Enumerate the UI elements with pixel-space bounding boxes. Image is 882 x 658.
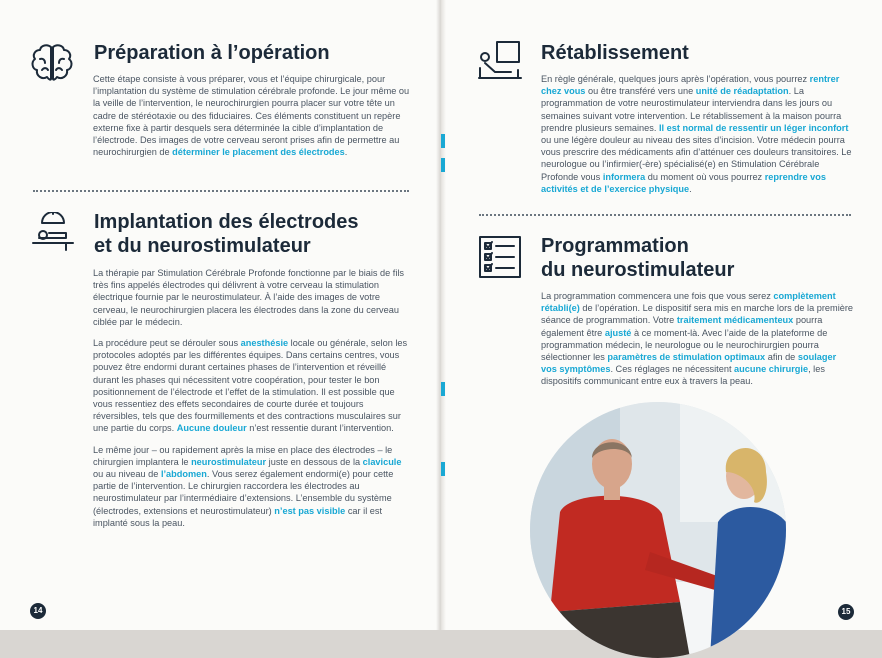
implantation-text [93,267,411,538]
programming-text [541,290,853,397]
highlighted-text: anesthésie [240,338,289,349]
brain-icon [30,43,74,83]
section-divider [479,214,851,216]
book-spine [436,0,446,630]
spine-marker [441,134,445,148]
paragraph [541,73,853,195]
operating-table-icon [30,212,76,252]
paragraph-text: . Ces réglages ne nécessitent [610,364,735,375]
photo-illustration [530,402,786,658]
highlighted-text: soulager vos symptômes [541,352,837,375]
highlighted-text: Il est normal de ressentir un léger inconfort [658,122,849,133]
highlighted-text: paramètres de stimulation optimaux [607,352,766,363]
highlighted-text: n’est pas visible [274,505,346,516]
highlighted-text: rentrer chez vous [541,74,840,97]
paragraph-text: afin de [765,352,798,363]
paragraph [93,73,411,158]
paragraph-text: de l’opération. Le dispositif sera mis en marche lors de la première séance de programmation. Votre [541,303,854,326]
highlighted-text: aucune chirurgie [734,364,809,375]
highlighted-text: unité de réadaptation [695,86,789,97]
spine-marker [441,158,445,172]
spine-marker [441,382,445,396]
highlighted-text: traitement médicamenteux [676,315,794,326]
paragraph [541,290,853,388]
paragraph-text: ou être transféré vers une [585,86,696,97]
checklist-icon [479,236,521,278]
section-title-implantation [94,210,359,258]
title-line-1: Programmation [541,235,689,257]
paragraph-text: . Vous serez également endormi(e) pour cette partie de l’intervention. Le chirurgien raccordera les électrodes au neurostimulateur par l’intermédiaire d’extensions. L’ensemble du système (électrodes, extensions et neurostimulateur) [93,469,394,516]
title-line-2: et du neurostimulateur [94,235,311,257]
paragraph-text: La procédure peut se dérouler sous [93,338,241,349]
paragraph [93,444,411,529]
paragraph [93,337,411,435]
section-title-preparation: Préparation à l’opération [94,42,330,64]
spine-marker [441,462,445,476]
paragraph [93,267,411,328]
paragraph-text: du moment où vous pourrez [645,171,765,182]
paragraph-text: La thérapie par Stimulation Cérébrale Profonde fonctionne par le biais de fils très fins appelés électrodes qui délivrent à votre cerveau la stimulation électrique fournie par le neurostimulateur. À l’aide des images de votre cerveau, le neurochirurgien placera les électrodes dans la zone du cerveau ciblée par le médecin. [93,268,405,327]
recovery-bed-icon [477,40,523,84]
paragraph-text: n’est ressentie durant l’intervention. [246,423,394,434]
highlighted-text: Aucune douleur [176,423,247,434]
doctor-patient-photo [530,402,786,658]
paragraph-text: En règle générale, quelques jours après l’opération, vous pourrez [541,74,810,84]
highlighted-text: ajusté [604,327,632,338]
paragraph-text: Le même jour – ou rapidement après la mise en place des électrodes – le chirurgien implantera le [93,444,393,467]
recovery-text [541,73,853,204]
highlighted-text: déterminer le placement des électrodes [172,147,345,158]
paragraph-text: . La programmation de votre neurostimulateur interviendra dans les jours ou semaines suivant votre intervention. Le rétablissement à la maison pourra prendre plusieurs semaines. [541,86,842,133]
highlighted-text: l’abdomen [160,469,207,480]
paragraph-text: . [344,147,348,158]
section-title-recovery: Rétablissement [541,42,689,64]
paragraph-text: . [689,183,692,194]
section-divider [33,190,409,192]
highlighted-text: informera [602,171,646,182]
paragraph-text: juste en dessous de la [266,456,363,467]
paragraph-text: La programmation commencera une fois que vous serez [541,291,774,301]
highlighted-text: reprendre vos activités et de l’exercice physique [541,171,826,194]
paragraph-text: locale ou générale, selon les protocoles adoptés par les différentes équipes. Dans certains centres, vous pouvez être endormi durant certaines phases de l’intervention et réveillé durant les phases qui nécessitent votre coopération, pour tester le bon positionnement de l’électrode et l’effet de la stimulation. Il est possible que vous ressentiez des effets secondaires de courte durée et toujours réversibles, tels que des fourmillements et des contractions musculaires sur une partie du corps. [93,338,408,434]
highlighted-text: clavicule [362,456,402,467]
left-page [0,0,441,630]
title-line-2: du neurostimulateur [541,259,735,281]
paragraph-text: , les dispositifs communicant entre eux à travers la peau. [541,364,825,387]
paragraph-text: Cette étape consiste à vous préparer, vous et l’équipe chirurgicale, pour l’implantation du système de stimulation cérébrale profonde. Le jour même ou la veille de l’intervention, le neurochirurgien pourra placer sur votre tête un cadre de stéréotaxie ou des fiduciaires. Ces éléments constituent un repère externe fixe à partir desquels sera déterminée la cible d’implantation de l’électrode. Des images de votre cerveau seront prises afin de permettre au neurochirurgien de [93,74,410,158]
preparation-text [93,73,411,167]
paragraph-text: ou une légère douleur au niveau des sites d’incision. Votre médecin pourra vous prescrire des médicaments afin d’atténuer ces douleurs transitoires. Le neurologue ou l’infirmier(-ère) spécialisé(e) en Stimulation Cérébrale Profonde vous [541,135,852,182]
highlighted-text: complètement rétabli(e) [541,291,836,314]
paragraph-text: ou au niveau de [93,469,161,480]
paragraph-text: pourra également être [541,315,823,338]
page-number: 14 [30,603,46,619]
highlighted-text: neurostimulateur [191,456,267,467]
title-line-1: Implantation des électrodes [94,211,359,233]
paragraph-text: à ce moment-là. Avec l’aide de la plateforme de programmation médecin, le neurologue ou le neurochirurgien pourra sélectionner les [541,327,828,363]
page-number: 15 [838,604,854,620]
paragraph-text: car il est implanté sous la peau. [93,505,383,528]
section-title-programming [541,234,734,282]
